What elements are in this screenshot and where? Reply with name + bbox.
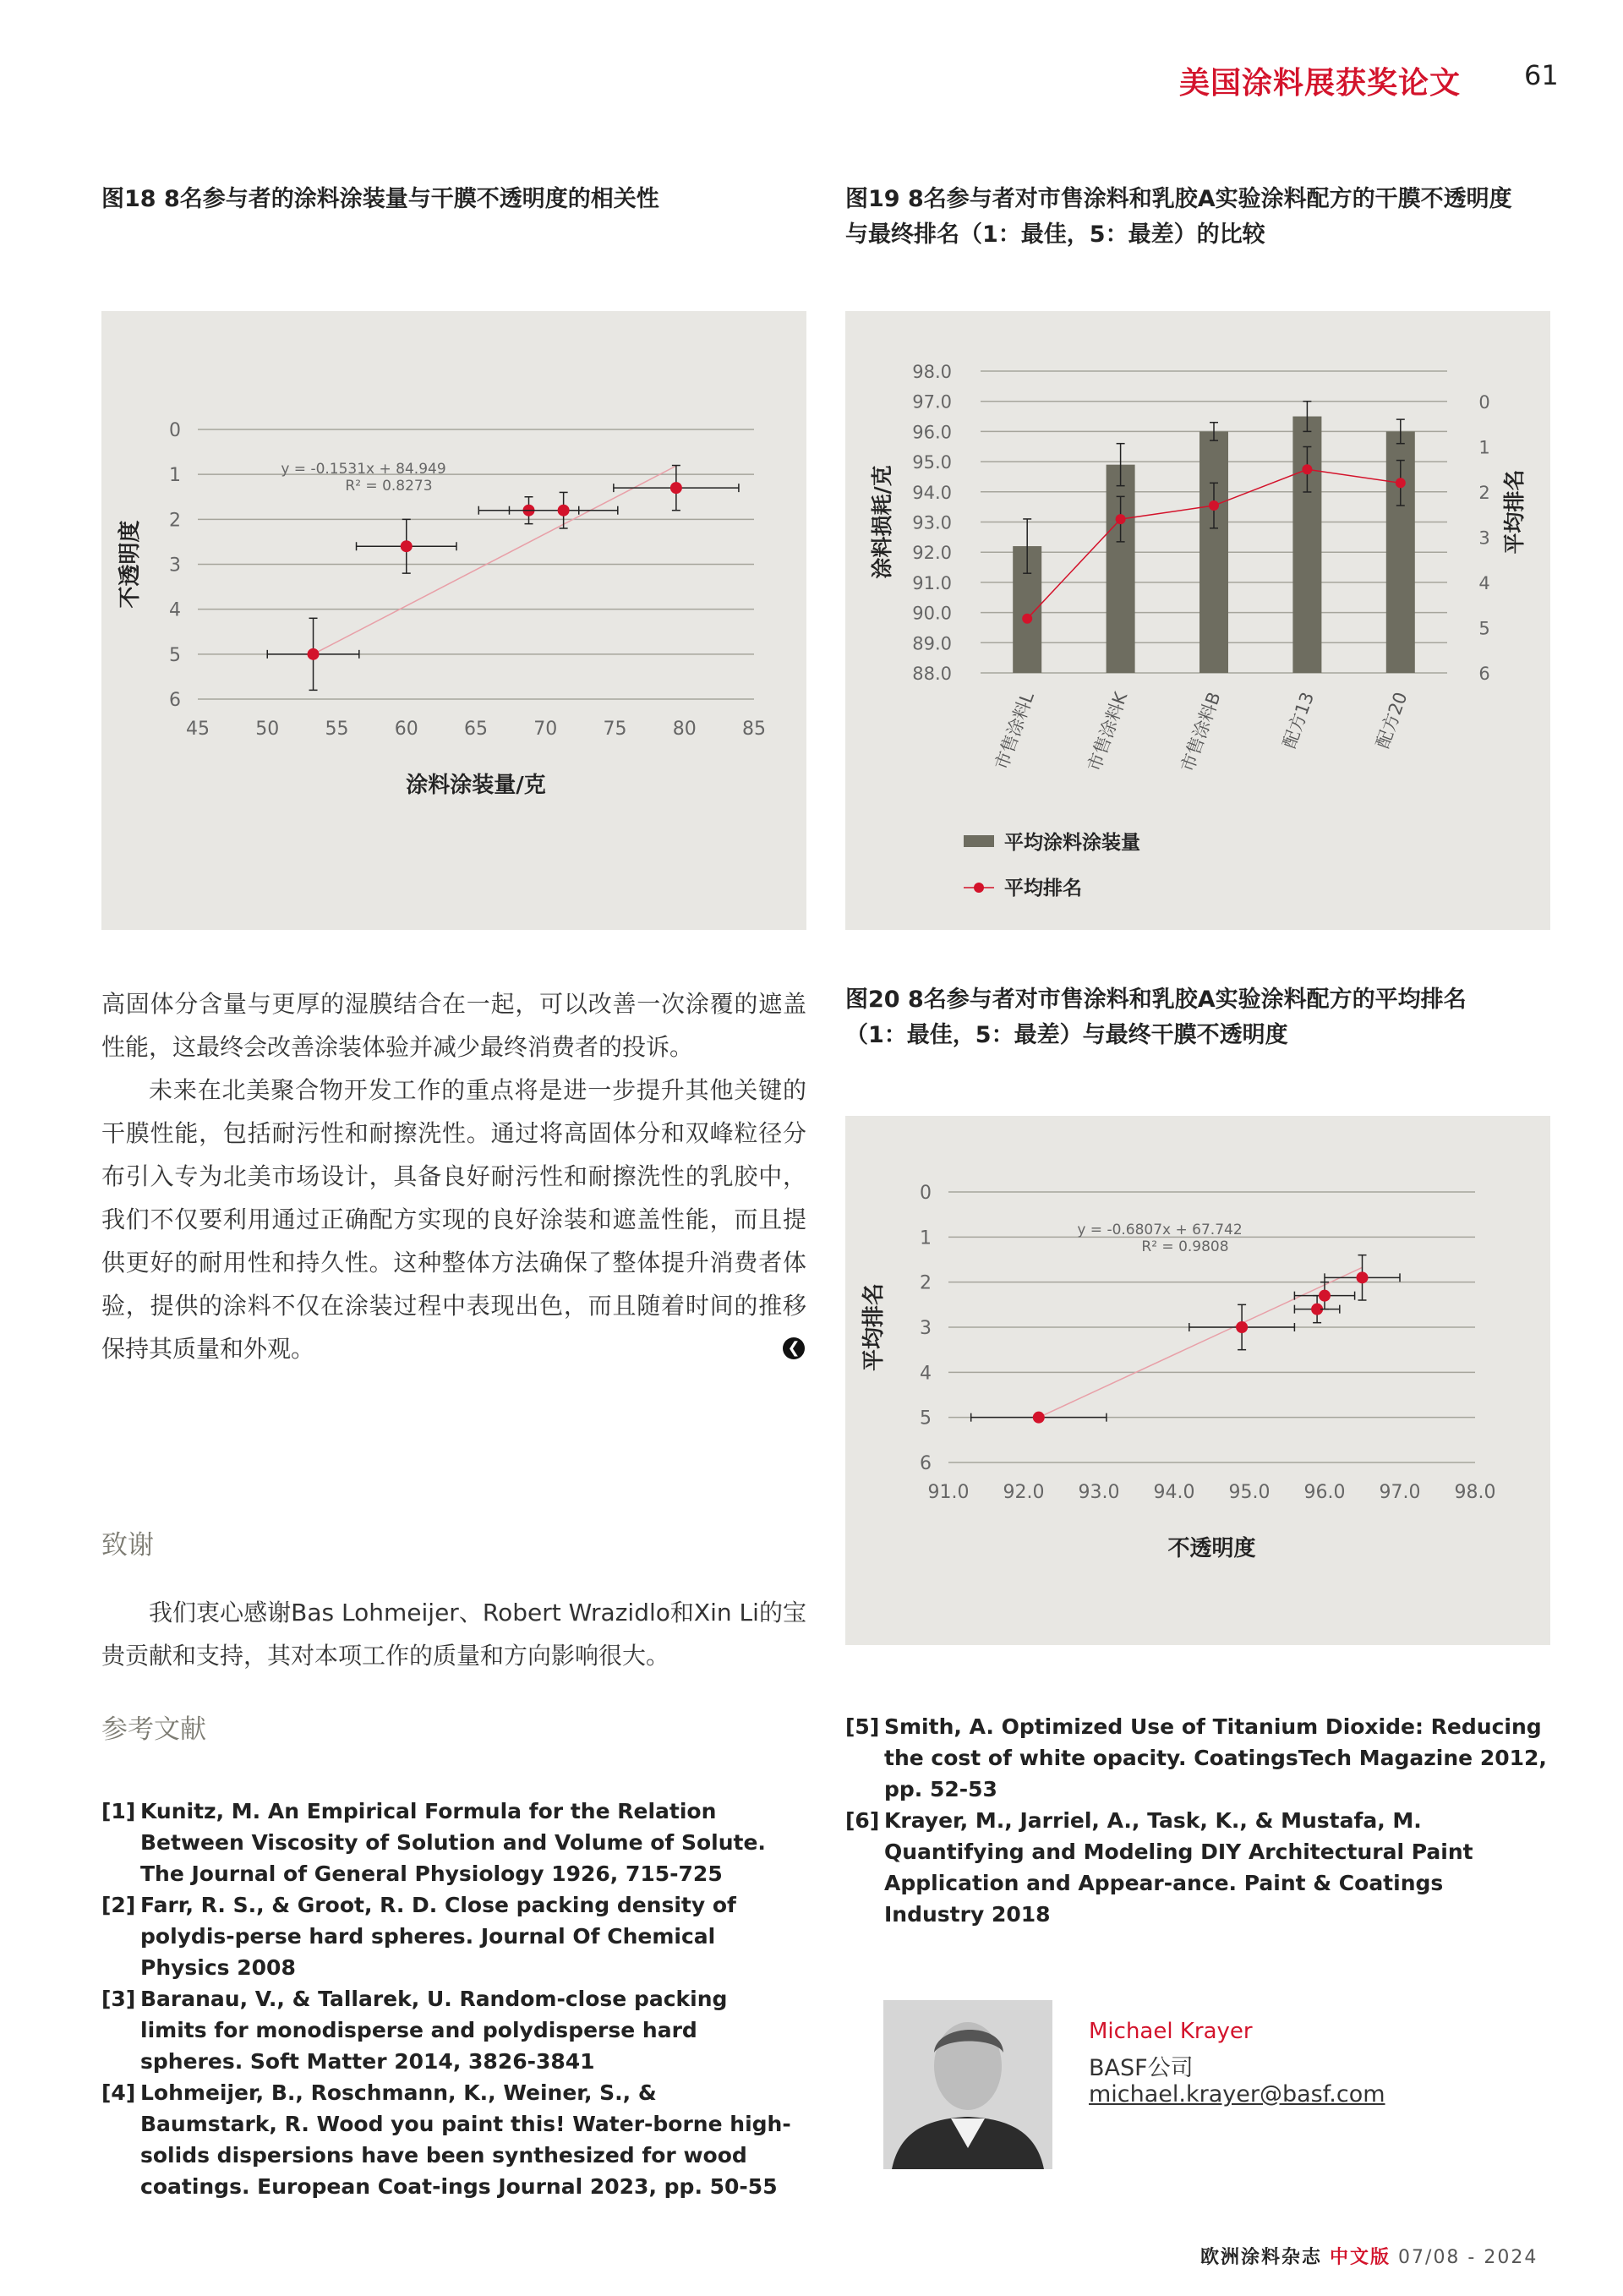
data-point [1319, 1290, 1331, 1302]
author-email-link[interactable]: michael.krayer@basf.com [1089, 2081, 1385, 2107]
y-right-tick-label: 4 [1478, 573, 1490, 593]
x-tick-label: 97.0 [1379, 1482, 1421, 1503]
trend-r2: R² = 0.9808 [1141, 1238, 1229, 1255]
y-axis-label: 不透明度 [117, 520, 143, 609]
page-number: 61 [1524, 59, 1559, 91]
legend-line-marker [974, 883, 984, 893]
acknowledgement-text: 我们衷心感谢Bas Lohmeijer、Robert Wrazidlo和Xin Li的宝贵贡献和支持，其对本项工作的质量和方向影响很大。 [101, 1599, 806, 1670]
fig20-panel [845, 1116, 1550, 1645]
references-list-right [845, 1711, 1550, 1930]
rank-point [1116, 514, 1126, 524]
y-left-tick-label: 97.0 [912, 391, 952, 413]
data-point [401, 540, 413, 552]
reference-item: [4] Lohmeijer, B., Roschmann, K., Weiner, S., & Baumstark, R. Wood you paint this! Water-borne high-solids dispersions have been synthesized for wood coatings. European Coat-ings Journal 2023, pp. 50-55 [101, 2080, 791, 2199]
end-of-article-icon: ❮ [783, 1337, 805, 1359]
rank-point [1396, 478, 1406, 488]
y-tick-label: 1 [920, 1227, 932, 1249]
legend-bar-label: 平均涂料涂装量 [1004, 832, 1140, 854]
y-left-tick-label: 93.0 [912, 512, 952, 533]
data-point [558, 505, 570, 517]
trend-r2: R² = 0.8273 [345, 478, 433, 495]
rank-point [1302, 464, 1312, 474]
body-paragraph-2: 未来在北美聚合物开发工作的重点将是进一步提升其他关键的干膜性能，包括耐污性和耐擦洗性。通过将高固体分和双峰粒径分布引入专为北美市场设计，具备良好耐污性和耐擦洗性的乳胶中，我们不仅要利用通过正确配方实现的良好涂装和遮盖性能，而且提供更好的耐用性和持久性。这种整体方法确保了整体提升消费者体验，提供的涂料不仅在涂装过程中表现出色，而且随着时间的推移保持其质量和外观。 [101, 1076, 806, 1363]
y-left-tick-label: 92.0 [912, 543, 952, 564]
y-left-tick-label: 90.0 [912, 603, 952, 624]
footer-magazine: 欧洲涂料杂志 [1200, 2247, 1323, 2268]
category-label: 市售涂料B [1177, 689, 1225, 775]
x-tick-label: 80 [672, 719, 697, 740]
y-tick-label: 1 [169, 465, 181, 487]
y-left-tick-label: 96.0 [912, 422, 952, 443]
fig20-chart [845, 1116, 1550, 1645]
data-point [1357, 1271, 1369, 1283]
category-label: 配方13 [1279, 689, 1319, 752]
y-tick-label: 6 [920, 1453, 932, 1474]
y-tick-label: 4 [920, 1363, 932, 1385]
rank-point [1022, 614, 1032, 624]
y-right-tick-label: 6 [1478, 664, 1490, 684]
y-left-tick-label: 89.0 [912, 633, 952, 654]
legend-line-label: 平均排名 [1004, 877, 1082, 899]
y-tick-label: 5 [920, 1408, 932, 1430]
legend-bar-swatch [964, 835, 994, 847]
acknowledgement-heading: 致谢 [101, 1530, 154, 1561]
y-left-tick-label: 91.0 [912, 572, 952, 593]
data-point [1033, 1412, 1045, 1424]
x-tick-label: 93.0 [1078, 1482, 1120, 1503]
fig20-caption-line1: 图20 8名参与者对市售涂料和乳胶A实验涂料配方的平均排名 [845, 987, 1467, 1013]
x-tick-label: 95.0 [1228, 1482, 1271, 1503]
trend-equation: y = -0.1531x + 84.949 [281, 461, 446, 478]
x-tick-label: 91.0 [927, 1482, 970, 1503]
y-tick-label: 2 [920, 1272, 932, 1294]
y-tick-label: 6 [169, 690, 181, 711]
footer-edition: 中文版 [1330, 2247, 1391, 2268]
y-right-tick-label: 2 [1478, 483, 1490, 503]
x-axis-label: 不透明度 [1167, 1536, 1256, 1561]
fig18-caption: 图18 8名参与者的涂料涂装量与干膜不透明度的相关性 [101, 186, 659, 212]
fig19-panel [845, 311, 1550, 930]
x-tick-label: 98.0 [1454, 1482, 1496, 1503]
x-tick-label: 75 [603, 719, 627, 740]
reference-item: [3] Baranau, V., & Tallarek, U. Random-close packing limits for monodisperse and polydisperse hard spheres. Soft Matter 2014, 3826-3841 [101, 1987, 728, 2074]
y-tick-label: 0 [920, 1183, 932, 1204]
author-photo [883, 2000, 1052, 2169]
x-tick-label: 50 [255, 719, 280, 740]
y-left-tick-label: 88.0 [912, 664, 952, 684]
category-label: 市售涂料K [1084, 689, 1132, 774]
x-tick-label: 94.0 [1153, 1482, 1195, 1503]
y-tick-label: 5 [169, 644, 181, 666]
y-right-tick-label: 5 [1478, 618, 1490, 639]
fig19-caption-line2: 与最终排名（1：最佳，5：最差）的比较 [845, 221, 1265, 248]
y-tick-label: 4 [169, 599, 181, 621]
fig20-caption-line2: （1：最佳，5：最差）与最终干膜不透明度 [845, 1022, 1288, 1048]
rank-point [1209, 500, 1219, 511]
x-tick-label: 85 [742, 719, 766, 740]
fig20-caption [845, 982, 1564, 1053]
y-left-tick-label: 98.0 [912, 362, 952, 382]
references-list-left [101, 1796, 795, 2202]
y-left-axis-label: 涂料损耗/克 [870, 465, 894, 579]
y-left-tick-label: 95.0 [912, 452, 952, 473]
y-right-tick-label: 3 [1478, 528, 1490, 549]
x-tick-label: 70 [533, 719, 558, 740]
y-tick-label: 2 [169, 510, 181, 532]
x-tick-label: 60 [394, 719, 418, 740]
y-left-tick-label: 94.0 [912, 482, 952, 503]
footer-issue: 07/08 - 2024 [1398, 2247, 1538, 2268]
data-point [308, 648, 320, 660]
y-tick-label: 3 [920, 1318, 932, 1339]
trendline [1039, 1267, 1363, 1417]
x-tick-label: 96.0 [1303, 1482, 1346, 1503]
y-right-tick-label: 1 [1478, 437, 1490, 458]
y-tick-label: 0 [169, 420, 181, 441]
fig18-panel [101, 311, 806, 930]
y-right-axis-label: 平均排名 [1502, 469, 1527, 555]
author-company: BASF公司 [1089, 2055, 1194, 2081]
x-tick-label: 92.0 [1003, 1482, 1045, 1503]
data-point [670, 482, 682, 494]
x-tick-label: 45 [186, 719, 210, 740]
y-axis-label: 平均排名 [861, 1282, 887, 1372]
x-tick-label: 55 [325, 719, 349, 740]
category-label: 市售涂料L [991, 689, 1038, 773]
fig19-caption [845, 182, 1564, 253]
x-tick-label: 65 [464, 719, 488, 740]
author-portrait-icon [883, 2000, 1052, 2169]
fig19-caption-line1: 图19 8名参与者对市售涂料和乳胶A实验涂料配方的干膜不透明度 [845, 186, 1512, 212]
data-point [1236, 1321, 1248, 1333]
author-name: Michael Krayer [1089, 2019, 1253, 2044]
y-tick-label: 3 [169, 555, 181, 577]
footer [1200, 2243, 1538, 2269]
body-paragraph-1: 高固体分含量与更厚的湿膜结合在一起，可以改善一次涂覆的遮盖性能，这最终会改善涂装体验并减少最终消费者的投诉。 [101, 990, 806, 1061]
trend-equation: y = -0.6807x + 67.742 [1077, 1222, 1243, 1238]
fig19-chart [845, 311, 1550, 930]
fig18-chart [101, 311, 806, 930]
reference-item: [1] Kunitz, M. An Empirical Formula for the Relation Between Viscosity of Solution and Volume of Solute. The Journal of General Physiology 1926, 715-725 [101, 1799, 766, 1886]
bar [1199, 431, 1228, 673]
reference-item: [6] Krayer, M., Jarriel, A., Task, K., & Mustafa, M. Quantifying and Modeling DIY Architectural Paint Application and Appear-ance. Paint & Coatings Industry 2018 [845, 1808, 1473, 1927]
y-right-tick-label: 0 [1478, 392, 1490, 413]
references-heading: 参考文献 [101, 1714, 206, 1745]
x-axis-label: 涂料涂装量/克 [406, 773, 546, 798]
reference-item: [2] Farr, R. S., & Groot, R. D. Close packing density of polydis-perse hard spheres. Journal Of Chemical Physics 2008 [101, 1893, 736, 1980]
section-title: 美国涂料展获奖论文 [1179, 66, 1462, 101]
reference-item: [5] Smith, A. Optimized Use of Titanium Dioxide: Reducing the cost of white opacity. CoatingsTech Magazine 2012, pp. 52-53 [845, 1714, 1547, 1801]
category-label: 配方20 [1372, 689, 1412, 752]
